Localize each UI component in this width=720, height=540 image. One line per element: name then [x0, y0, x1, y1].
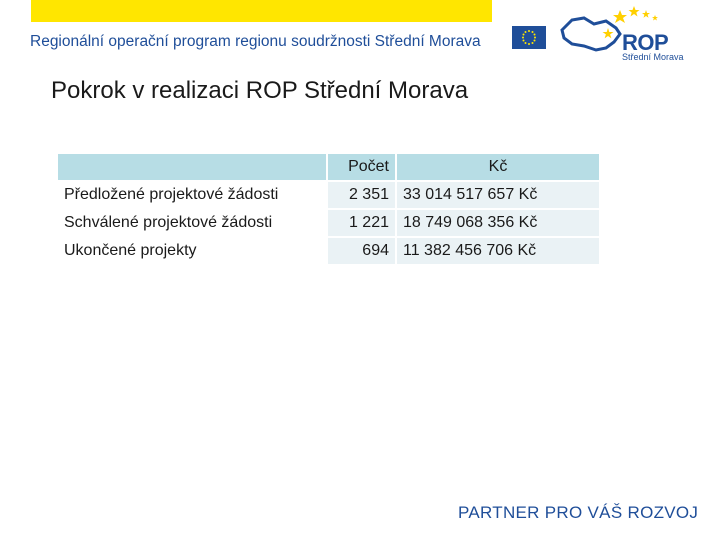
row-count: 694	[328, 238, 395, 264]
progress-table	[56, 152, 601, 266]
row-amount: 18 749 068 356 Kč	[397, 210, 599, 236]
footer-slogan: PARTNER PRO VÁŠ ROZVOJ	[458, 503, 699, 522]
rop-logo-text: ROP	[622, 30, 669, 55]
table-header-label	[58, 154, 326, 180]
row-label: Ukončené projekty	[58, 238, 326, 264]
row-label: Předložené projektové žádosti	[58, 182, 326, 208]
table-header-row	[58, 154, 599, 180]
rop-logo-subtitle: Střední Morava	[622, 52, 684, 62]
table-row	[58, 210, 599, 236]
table-row	[58, 238, 599, 264]
header-yellow-bar	[31, 0, 492, 22]
table-row	[58, 182, 599, 208]
row-amount: 11 382 456 706 Kč	[397, 238, 599, 264]
row-label: Schválené projektové žádosti	[58, 210, 326, 236]
page-title: Pokrok v realizaci ROP Střední Morava	[51, 77, 469, 104]
eu-flag-icon	[512, 26, 546, 49]
row-count: 2 351	[328, 182, 395, 208]
table-header-count: Počet	[328, 154, 395, 180]
row-count: 1 221	[328, 210, 395, 236]
row-amount: 33 014 517 657 Kč	[397, 182, 599, 208]
program-name: Regionální operační program regionu soudržnosti Střední Morava	[30, 33, 481, 50]
table-header-amount: Kč	[397, 154, 599, 180]
